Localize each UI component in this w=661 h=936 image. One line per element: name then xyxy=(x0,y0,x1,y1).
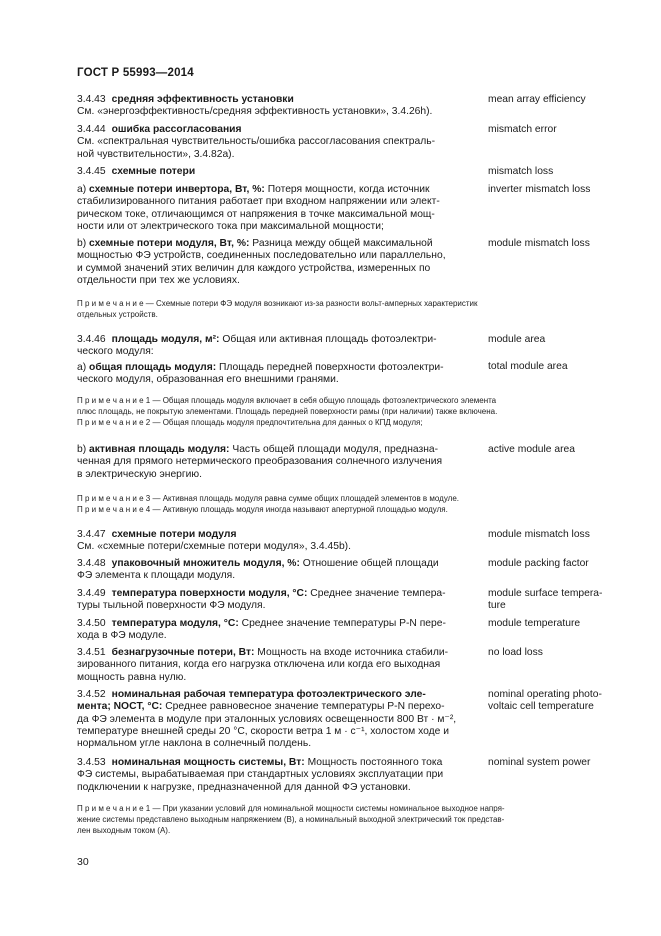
term-name: средняя эффективность установки xyxy=(111,94,294,105)
note-text: лен выходным током (А). xyxy=(77,826,171,835)
item-en-b: module mismatch loss xyxy=(488,238,590,249)
item-text: и суммой значений этих величин для каждого устройства, измеренных по xyxy=(77,262,431,274)
term-3-4-52 xyxy=(77,689,487,750)
term-en-3-4-53: nominal system power xyxy=(488,757,591,768)
term-number: 3.4.47 xyxy=(77,529,106,540)
term-reference: См. «спектральная чувствительность/ошибка рассогласования спектраль- xyxy=(77,136,436,148)
note-text: — Общая площадь модуля включает в себя общую площадь фотоэлектрического элемента xyxy=(150,396,497,405)
term-3-4-48 xyxy=(77,558,487,583)
term-text: Среднее равновесное значение температуры P-N перехо- xyxy=(162,701,445,713)
item-text: отдельности при тех же условиях. xyxy=(77,274,240,286)
item-text: ченная для прямого нетермического преобразования солнечного излучения xyxy=(77,456,443,468)
term-3-4-51 xyxy=(77,647,487,684)
note-label: П р и м е ч а н и е 1 xyxy=(77,804,151,813)
item-en-a: inverter mismatch loss xyxy=(488,184,591,195)
item-label: b) xyxy=(77,238,87,249)
item-text: в электрическую энергию. xyxy=(77,468,202,480)
term-en-3-4-43: mean array efficiency xyxy=(488,94,586,105)
term-number: 3.4.45 xyxy=(77,166,106,177)
item-term: активная площадь модуля: xyxy=(89,444,230,455)
note-text: жение системы представлено выходным напряжением (В), а номинальный выходной электрический ток представ- xyxy=(77,815,505,824)
term-3-4-43 xyxy=(77,94,487,119)
term-text: ческого модуля: xyxy=(77,346,154,358)
item-term: схемные потери модуля, Вт, %: xyxy=(89,238,250,249)
term-number: 3.4.49 xyxy=(77,588,106,599)
term-en-line: voltaic cell temperature xyxy=(488,701,594,713)
item-en-total-area: total module area xyxy=(488,361,568,372)
term-text: да ФЭ элемента в модуле при эталонных условиях освещенности 800 Вт · м⁻², xyxy=(77,713,457,725)
note-label: П р и м е ч а н и е xyxy=(77,299,144,308)
term-number: 3.4.53 xyxy=(77,757,106,768)
term-name: номинальная мощность системы, Вт: xyxy=(111,757,305,768)
term-text: нормальном угле наклона в солнечный полдень. xyxy=(77,738,312,750)
term-text: зированного питания, когда его нагрузка отключена или когда его выходная xyxy=(77,659,441,671)
term-3-4-47 xyxy=(77,529,487,554)
term-name-cont: мента; NOCT, °C: xyxy=(77,701,163,713)
term-3-4-53 xyxy=(77,757,487,794)
term-3-4-49 xyxy=(77,588,487,613)
item-3-4-45-b xyxy=(77,238,487,287)
term-number: 3.4.52 xyxy=(77,689,106,700)
term-number: 3.4.43 xyxy=(77,94,106,105)
term-en-3-4-50: module temperature xyxy=(488,618,581,629)
term-number: 3.4.50 xyxy=(77,618,106,629)
note-text: плюс площадь, не покрытую элементами. Площадь передней поверхности рамы (при наличии) также включена. xyxy=(77,407,498,416)
term-3-4-50 xyxy=(77,618,487,643)
note-module-area xyxy=(77,395,635,428)
note-label: П р и м е ч а н и е 4 xyxy=(77,505,151,514)
term-text: Мощность на входе источника стабили- xyxy=(254,647,449,658)
term-en-3-4-45: mismatch loss xyxy=(488,166,554,177)
term-name: температура модуля, °C: xyxy=(111,618,239,629)
term-text: подключении к нагрузке, предназначенной для данной ФЭ установки. xyxy=(77,781,411,793)
item-3-4-45-a xyxy=(77,184,487,233)
term-en-line: module surface tempera- xyxy=(488,588,603,599)
item-en-active-area: active module area xyxy=(488,444,576,455)
note-text: — Активную площадь модуля иногда называют апертурной площадью модуля. xyxy=(150,505,448,514)
item-label: a) xyxy=(77,184,87,195)
term-text: Среднее значение температуры P-N пере- xyxy=(238,618,446,629)
item-label: b) xyxy=(77,444,87,455)
term-text: мощность равна нулю. xyxy=(77,671,187,683)
term-en-line: nominal operating photo- xyxy=(488,689,602,700)
item-label: a) xyxy=(77,361,87,373)
item-text: Часть общей площади модуля, предназна- xyxy=(229,444,439,455)
term-3-4-44 xyxy=(77,124,487,161)
term-en-3-4-48: module packing factor xyxy=(488,558,589,569)
item-text: Потеря мощности, когда источник xyxy=(264,184,430,195)
note-text: — При указании условий для номинальной мощности системы номинальное выходное напря- xyxy=(150,804,505,813)
item-text: мощностью ФЭ устройств, соединенных последовательно или параллельно, xyxy=(77,250,446,262)
note-label: П р и м е ч а н и е 1 xyxy=(77,396,151,405)
term-text: ФЭ системы, вырабатываемая при стандартных условиях эксплуатации при xyxy=(77,769,444,781)
term-number: 3.4.48 xyxy=(77,558,106,569)
item-text: Площадь передней поверхности фотоэлектри- xyxy=(216,361,444,373)
note-text: — Схемные потери ФЭ модуля возникают из-за разности вольт-амперных характеристик xyxy=(143,299,478,308)
term-text: Общая или активная площадь фотоэлектри- xyxy=(219,334,437,345)
item-3-4-46-b xyxy=(77,444,487,481)
item-term: схемные потери инвертора, Вт, %: xyxy=(89,184,265,195)
term-reference-cont: ной чувствительности», 3.4.82a). xyxy=(77,148,235,160)
term-en-3-4-44: mismatch error xyxy=(488,124,557,135)
item-term: общая площадь модуля: xyxy=(89,361,217,373)
term-en-3-4-47: module mismatch loss xyxy=(488,529,590,540)
term-name: температура поверхности модуля, °C: xyxy=(111,588,308,599)
term-text: Отношение общей площади xyxy=(299,558,439,569)
term-3-4-46 xyxy=(77,334,487,386)
note-text: — Активная площадь модуля равна сумме общих площадей элементов в модуле. xyxy=(150,494,460,503)
term-text: Мощность постоянного тока xyxy=(304,757,443,768)
term-3-4-45 xyxy=(77,166,487,178)
term-text: Среднее значение темпера- xyxy=(307,588,446,599)
term-reference: См. «схемные потери/схемные потери модуля», 3.4.45b). xyxy=(77,541,351,553)
term-name: ошибка рассогласования xyxy=(111,124,242,135)
term-en-line: ture xyxy=(488,600,506,612)
note-text: — Общая площадь модуля предпочтительна для данных о КПД модуля; xyxy=(150,418,423,427)
item-text: рическом токе, отличающимся от напряжения в точке максимальной мощ- xyxy=(77,208,435,220)
page-number: 30 xyxy=(77,856,89,868)
term-en-3-4-51: no load loss xyxy=(488,647,543,658)
term-number: 3.4.46 xyxy=(77,334,106,345)
note-system-power xyxy=(77,803,635,836)
term-en-3-4-52 xyxy=(488,689,633,714)
term-name: схемные потери модуля xyxy=(111,529,237,540)
note-text: отдельных устройств. xyxy=(77,310,158,319)
term-text: туры тыльной поверхности ФЭ модуля. xyxy=(77,600,266,612)
term-name: безнагрузочные потери, Вт: xyxy=(111,647,255,658)
item-text: ческого модуля, образованная его внешними гранями. xyxy=(77,373,339,385)
term-reference: См. «энергоэффективность/средняя эффективность установки», 3.4.26h). xyxy=(77,106,433,118)
term-text: хода в ФЭ модуле. xyxy=(77,630,167,642)
term-en-3-4-49 xyxy=(488,588,633,613)
term-name: площадь модуля, м²: xyxy=(111,334,220,345)
term-en-3-4-46: module area xyxy=(488,334,546,345)
item-text: Разница между общей максимальной xyxy=(249,238,433,249)
term-number: 3.4.44 xyxy=(77,124,106,135)
note-mismatch xyxy=(77,298,635,320)
term-text: ФЭ элемента к площади модуля. xyxy=(77,570,236,582)
term-number: 3.4.51 xyxy=(77,647,106,658)
item-text: стабилизированного питания работает при входном напряжении или элект- xyxy=(77,196,440,208)
term-name: упаковочный множитель модуля, %: xyxy=(111,558,300,569)
term-text: температуре внешней среды 20 °С, скорости ветра 1 м · с⁻¹, холостом ходе и xyxy=(77,725,449,737)
term-name: номинальная рабочая температура фотоэлектрического эле- xyxy=(111,689,426,700)
page-header: ГОСТ Р 55993—2014 xyxy=(77,67,194,79)
note-label: П р и м е ч а н и е 3 xyxy=(77,494,151,503)
note-active-area xyxy=(77,493,635,515)
term-name: схемные потери xyxy=(111,166,196,177)
item-text: ности или от электрического тока при максимальной мощности; xyxy=(77,220,384,232)
note-label: П р и м е ч а н и е 2 xyxy=(77,418,151,427)
